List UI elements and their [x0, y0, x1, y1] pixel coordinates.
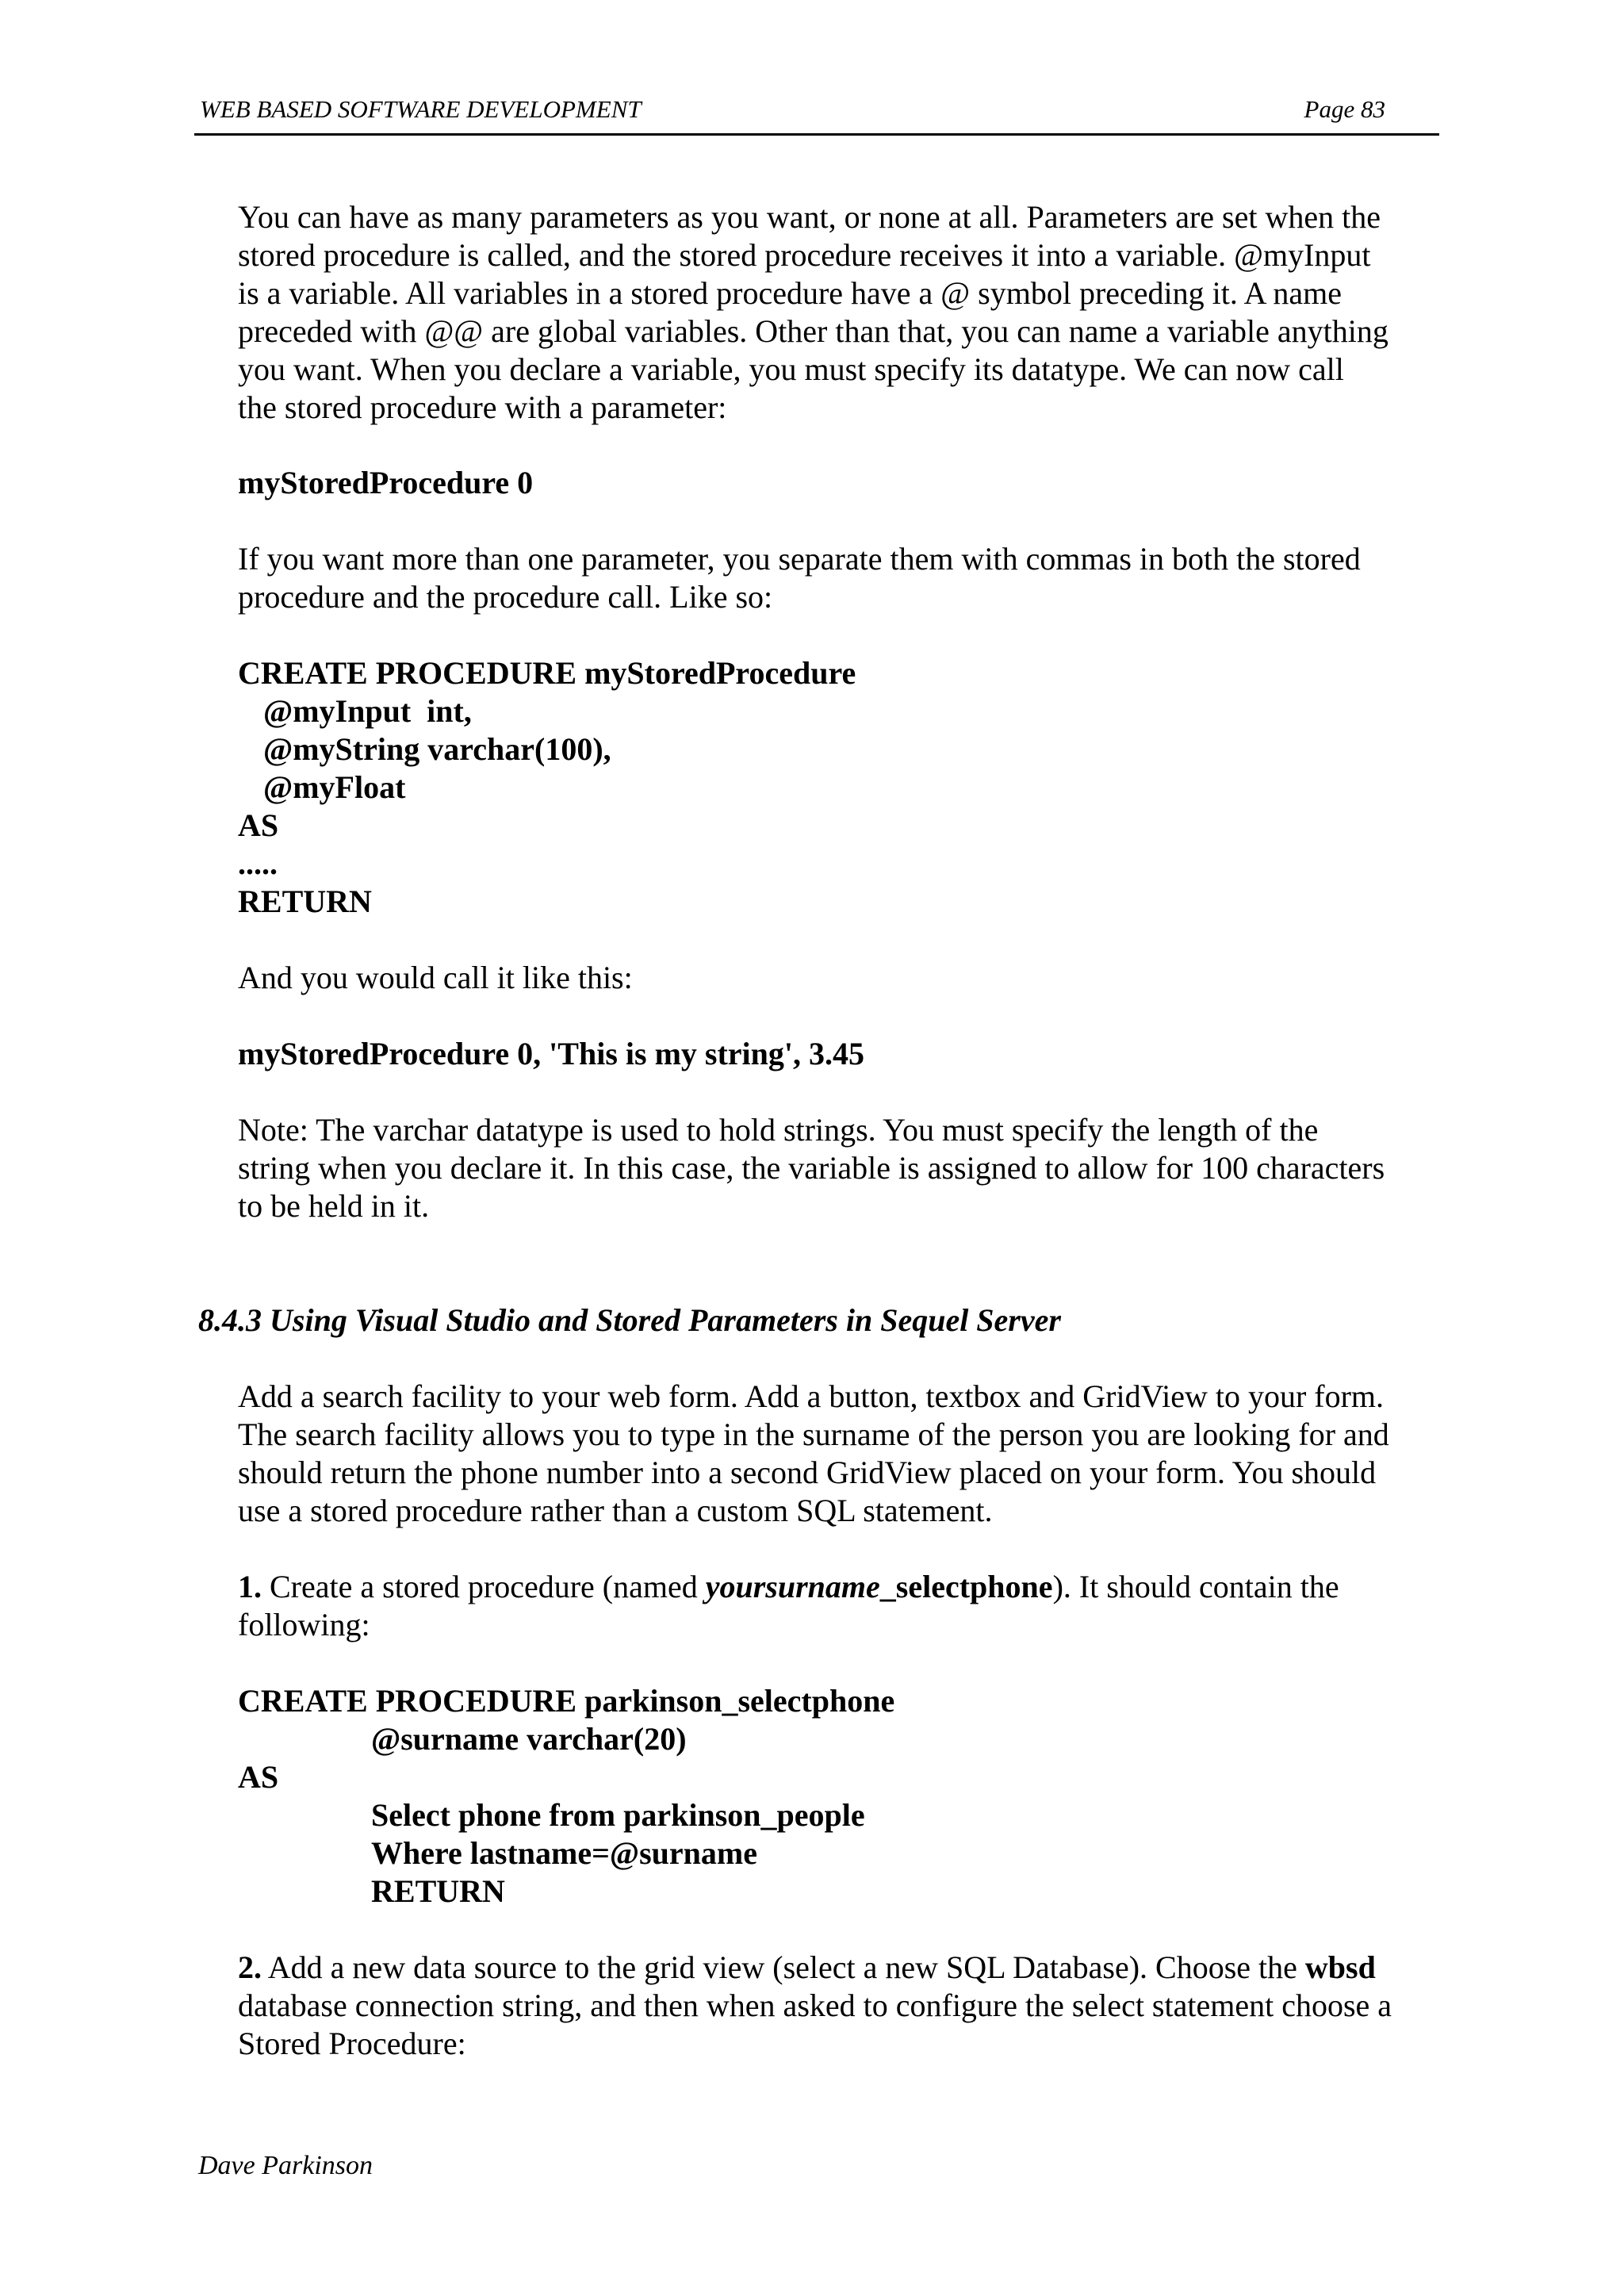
text-line: is a variable. All variables in a stored procedure have a @ symbol preceding it. A name — [238, 275, 1342, 311]
document-title: WEB BASED SOFTWARE DEVELOPMENT — [200, 95, 642, 123]
page-number: Page 83 — [1304, 95, 1385, 123]
text-line: If you want more than one parameter, you separate them with commas in both the stored — [238, 541, 1361, 577]
text-line: following: — [238, 1607, 370, 1642]
section-heading: 8.4.3 Using Visual Studio and Stored Parameters in Sequel Server — [198, 1302, 1061, 1338]
page-footer-author: Dave Parkinson — [198, 2151, 373, 2180]
text-line: stored procedure is called, and the stored procedure receives it into a variable. @myInput — [238, 237, 1371, 273]
step-2 — [238, 1949, 1392, 2063]
text-line: you want. When you declare a variable, you must specify its datatype. We can now call — [238, 351, 1344, 387]
code-line: CREATE PROCEDURE myStoredProcedure — [238, 655, 856, 691]
code-line: Where lastname=@surname — [371, 1835, 757, 1871]
text-line: the stored procedure with a parameter: — [238, 389, 727, 425]
code-line: Select phone from parkinson_people — [371, 1797, 865, 1833]
code-line: myStoredProcedure 0, 'This is my string', 3.45 — [238, 1036, 864, 1071]
text-line: string when you declare it. In this case, the variable is assigned to allow for 100 characters — [238, 1150, 1385, 1186]
text-line: Stored Procedure: — [238, 2026, 466, 2061]
text-line — [238, 1568, 1339, 1606]
step-text: Add a new data source to the grid view (select a new SQL Database). Choose the — [262, 1949, 1305, 1985]
text-line: And you would call it like this: — [238, 960, 633, 995]
text-line: should return the phone number into a second GridView placed on your form. You should — [238, 1455, 1377, 1490]
code-block-create-procedure — [238, 654, 856, 921]
code-line: myStoredProcedure 0 — [238, 465, 534, 500]
step-1 — [238, 1568, 1339, 1644]
text-line: database connection string, and then when asked to configure the select statement choose a — [238, 1987, 1392, 2023]
paragraph-multiple-params — [238, 540, 1361, 616]
text-line: The search facility allows you to type in the surname of the person you are looking for and — [238, 1416, 1389, 1452]
page-header — [194, 94, 1439, 136]
code-line: AS — [238, 1759, 279, 1795]
code-line: @surname varchar(20) — [371, 1721, 687, 1757]
text-line: You can have as many parameters as you want, or none at all. Parameters are set when the — [238, 199, 1381, 235]
procedure-suffix: _selectphone — [879, 1569, 1053, 1604]
text-line: Add a search facility to your web form. Add a button, textbox and GridView to your form. — [238, 1378, 1385, 1414]
call-example-1 — [238, 464, 533, 502]
code-line: @myInput int, — [263, 693, 472, 729]
connection-name: wbsd — [1304, 1949, 1376, 1985]
step-text: ). It should contain the — [1052, 1569, 1339, 1604]
code-line: RETURN — [238, 884, 372, 919]
paragraph-call-intro — [238, 959, 633, 997]
text-line: to be held in it. — [238, 1188, 430, 1224]
call-example-2 — [238, 1035, 864, 1073]
paragraph-search-facility — [238, 1378, 1389, 1530]
paragraph-varchar-note — [238, 1111, 1385, 1225]
text-line: preceded with @@ are global variables. Other than that, you can name a variable anything — [238, 313, 1388, 349]
code-line: AS — [238, 807, 279, 843]
step-text: Create a stored procedure (named — [262, 1569, 706, 1604]
text-line: procedure and the procedure call. Like so: — [238, 579, 773, 615]
step-number: 1. — [238, 1569, 262, 1604]
text-line — [238, 1949, 1392, 1987]
code-block-selectphone — [238, 1682, 894, 1911]
surname-placeholder: yoursurname — [705, 1569, 880, 1604]
step-number: 2. — [238, 1949, 262, 1985]
code-line: CREATE PROCEDURE parkinson_selectphone — [238, 1683, 895, 1719]
code-line: ..... — [238, 845, 278, 881]
text-line: use a stored procedure rather than a custom SQL statement. — [238, 1493, 993, 1528]
paragraph-parameters — [238, 198, 1388, 427]
code-line: RETURN — [371, 1873, 505, 1909]
text-line: Note: The varchar datatype is used to hold strings. You must specify the length of the — [238, 1112, 1319, 1148]
code-line: @myFloat — [263, 769, 406, 805]
code-line: @myString varchar(100), — [263, 731, 611, 767]
